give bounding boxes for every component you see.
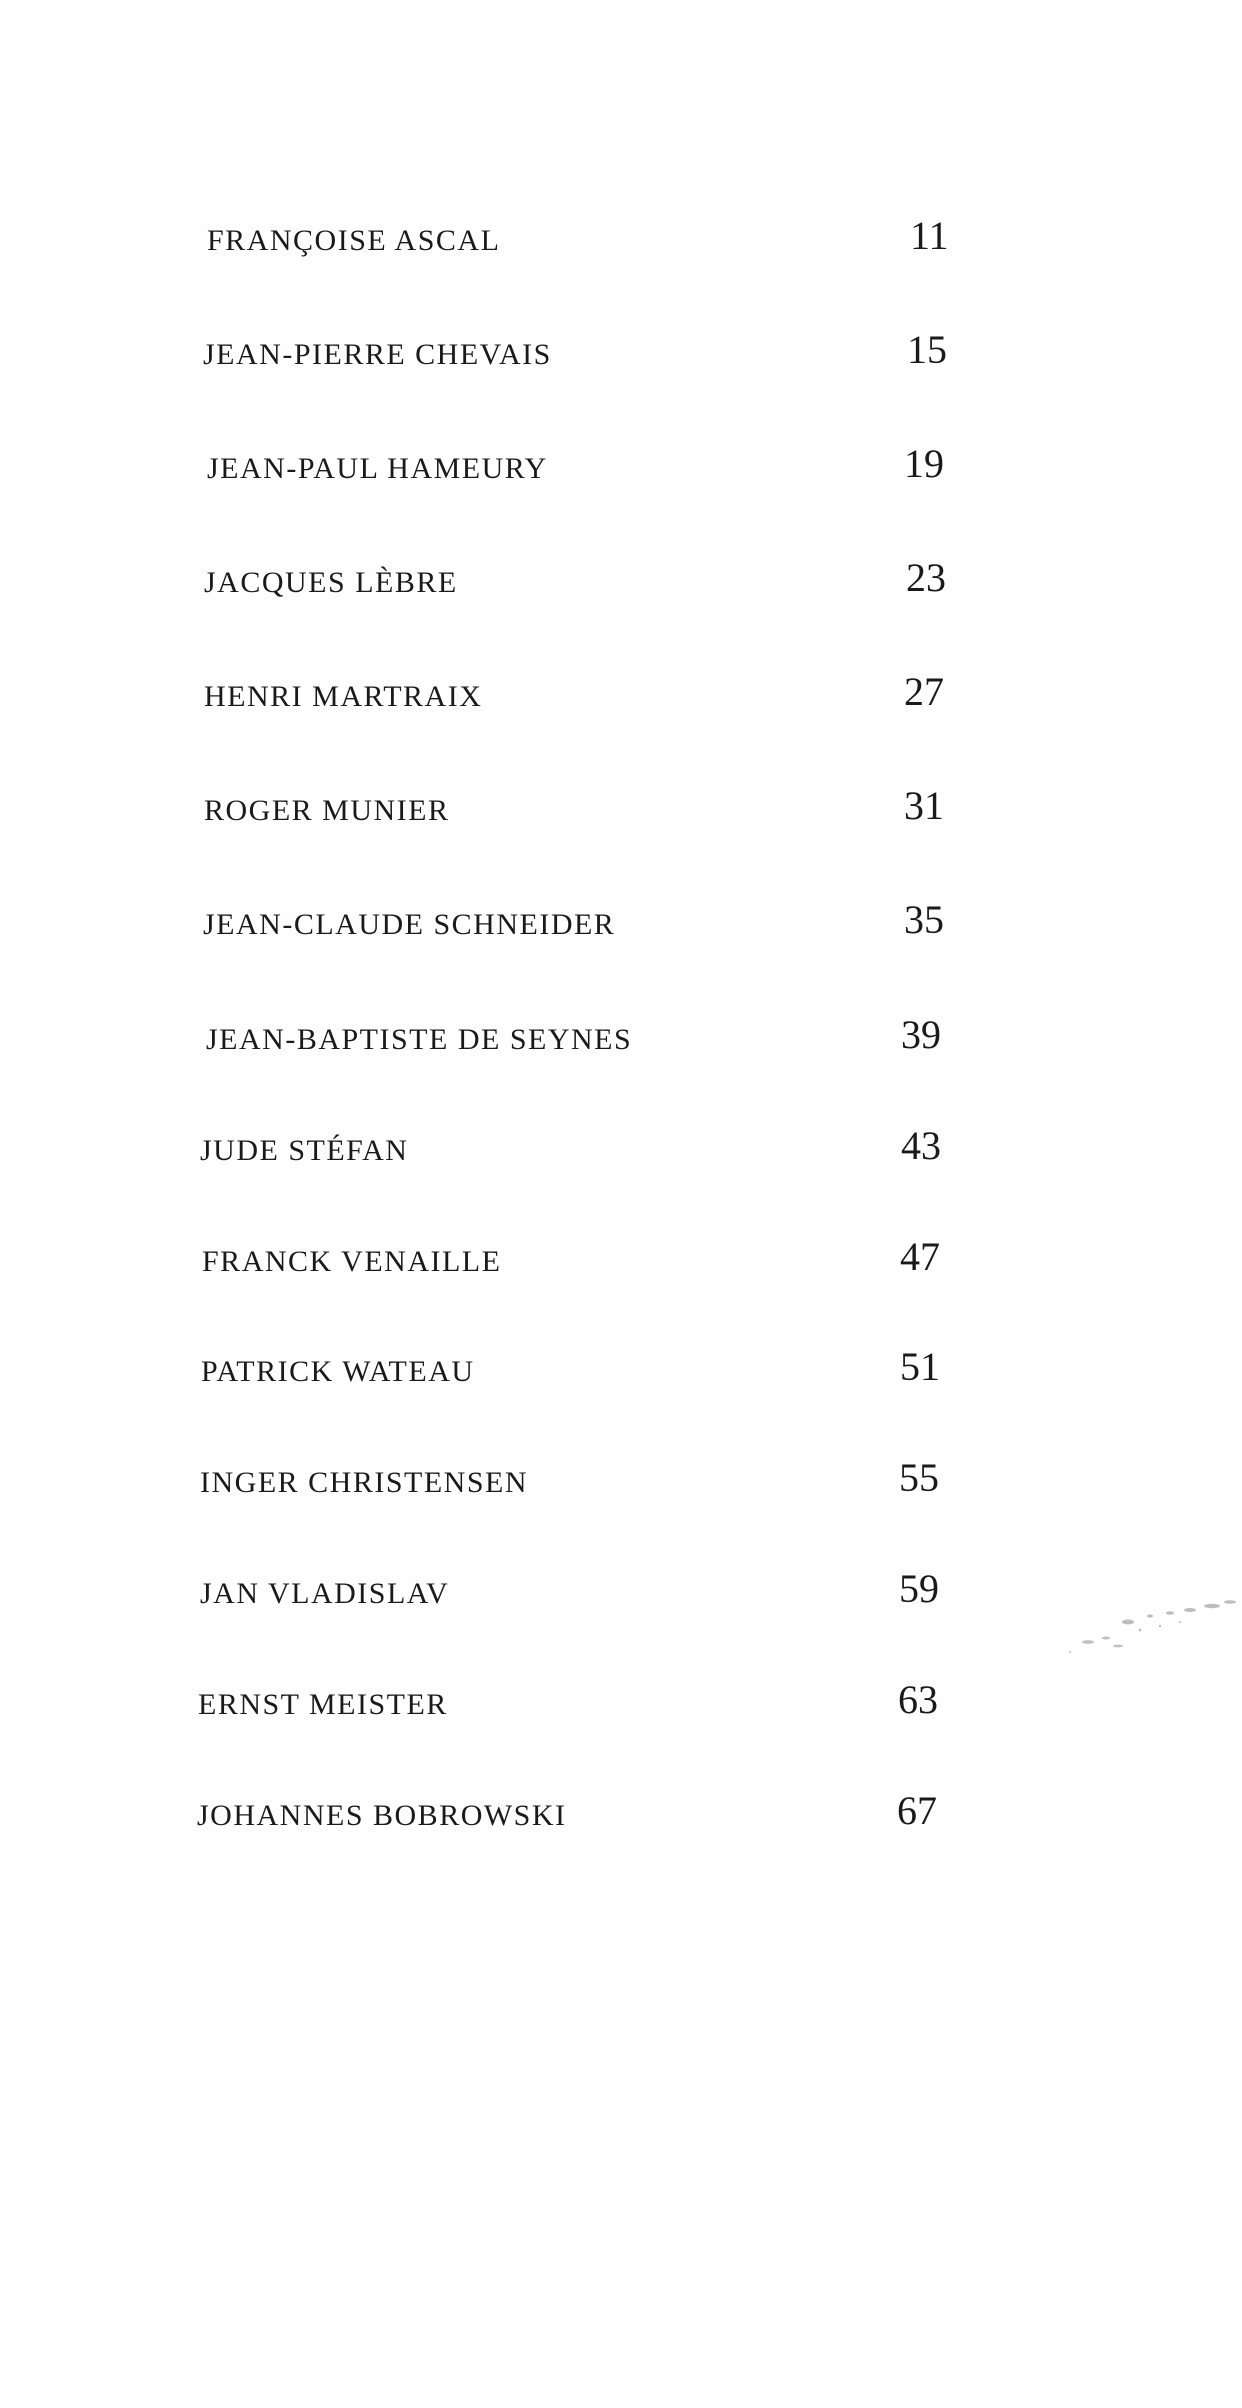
toc-entry (0, 784, 1242, 864)
toc-author-name: ERNST MEISTER (198, 1688, 448, 1721)
toc-author-name: JEAN-BAPTISTE DE SEYNES (206, 1023, 633, 1056)
toc-page-number: 19 (904, 441, 944, 486)
toc-entry (0, 328, 1242, 408)
toc-author-name: JEAN-CLAUDE SCHNEIDER (203, 908, 616, 941)
toc-author-name: JOHANNES BOBROWSKI (197, 1799, 567, 1832)
toc-page-number: 59 (899, 1566, 939, 1611)
toc-author-name: JACQUES LÈBRE (204, 566, 458, 599)
toc-author-name: ROGER MUNIER (204, 794, 450, 827)
toc-author-name: HENRI MARTRAIX (204, 680, 483, 713)
toc-author-name: PATRICK WATEAU (201, 1355, 475, 1388)
toc-page-number: 23 (906, 555, 946, 600)
toc-page-number: 31 (904, 783, 944, 828)
ink-smudge-mark (1010, 1580, 1242, 1670)
toc-page-number: 35 (904, 897, 944, 942)
toc-page-number: 67 (897, 1788, 937, 1833)
toc-author-name: JAN VLADISLAV (200, 1577, 450, 1610)
toc-author-name: FRANCK VENAILLE (202, 1245, 502, 1278)
toc-author-name: JEAN-PIERRE CHEVAIS (203, 338, 552, 371)
toc-author-name: JEAN-PAUL HAMEURY (207, 452, 548, 485)
toc-page-number: 51 (900, 1344, 940, 1389)
toc-author-name: JUDE STÉFAN (200, 1134, 409, 1167)
toc-entry (0, 556, 1242, 636)
toc-entry (0, 1456, 1242, 1536)
toc-author-name: FRANÇOISE ASCAL (207, 224, 501, 257)
toc-entry (0, 1345, 1242, 1425)
toc-page-number: 47 (900, 1234, 940, 1279)
toc-page-number: 39 (901, 1012, 941, 1057)
toc-page-number: 43 (901, 1123, 941, 1168)
toc-entry (0, 1124, 1242, 1204)
toc-page-number: 55 (899, 1455, 939, 1500)
toc-page-number: 11 (910, 213, 949, 258)
toc-entry (0, 670, 1242, 750)
toc-entry (0, 1013, 1242, 1093)
toc-author-name: INGER CHRISTENSEN (200, 1466, 529, 1499)
toc-entry (0, 1678, 1242, 1758)
toc-entry (0, 214, 1242, 294)
toc-entry (0, 1235, 1242, 1315)
toc-entry (0, 898, 1242, 978)
toc-page-number: 27 (904, 669, 944, 714)
toc-entry (0, 1789, 1242, 1869)
toc-page-number: 63 (898, 1677, 938, 1722)
toc-page-number: 15 (907, 327, 947, 372)
toc-entry (0, 442, 1242, 522)
